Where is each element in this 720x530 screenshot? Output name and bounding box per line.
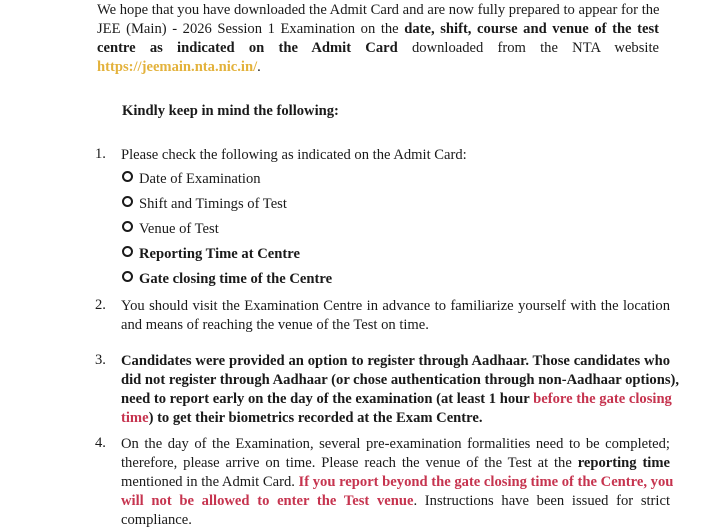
nta-website-link[interactable]: https://jeemain.nta.nic.in/ xyxy=(97,59,258,75)
circle-bullet-icon xyxy=(122,171,133,182)
item-line: and means of reaching the venue of the Test on time. xyxy=(121,317,429,333)
item-text-part: therefore, please arrive on time. Please reach the venue of the Test at the xyxy=(121,455,578,471)
intro-line-2 xyxy=(97,20,659,39)
item-line: You should visit the Examination Centre in advance to familiarize yourself with the location xyxy=(121,298,670,314)
circle-bullet-icon xyxy=(122,271,133,282)
item-line: Candidates were provided an option to register through Aadhaar. Those candidates who xyxy=(121,353,670,369)
intro-paragraph xyxy=(97,1,659,77)
intro-text: downloaded from the NTA website xyxy=(397,40,659,56)
item-text xyxy=(121,352,680,428)
checklist-item-gate-closing xyxy=(122,270,332,295)
item-line: On the day of the Examination, several pre-examination formalities need to be completed; xyxy=(121,436,670,452)
item-line: did not register through Aadhaar (or chose authentication through non-Aadhaar options), xyxy=(121,372,680,388)
item-text-part: . Instructions have been issued for strict xyxy=(413,493,670,509)
checklist-item-date xyxy=(122,170,332,195)
item-line: Please check the following as indicated on the Admit Card: xyxy=(121,147,467,163)
item-text-part: ) to get their biometrics recorded at the Exam Centre. xyxy=(148,410,483,426)
item-number: 4. xyxy=(95,435,106,451)
item-line xyxy=(121,390,670,409)
checklist-label: Venue of Test xyxy=(139,221,219,237)
punctuation: . xyxy=(257,59,261,75)
item-text-part: need to report early on the day of the examination (at least 1 hour xyxy=(121,391,534,407)
admit-card-checklist xyxy=(122,170,332,295)
item-line xyxy=(121,492,670,511)
intro-bold-text: centre as indicated on the Admit Card xyxy=(97,40,398,56)
item-line xyxy=(121,409,670,428)
item-text xyxy=(121,297,670,335)
checklist-item-shift xyxy=(122,195,332,220)
item-number: 1. xyxy=(95,146,106,162)
emphasis-red-text: will not be allowed to enter the Test venue xyxy=(121,493,414,509)
circle-bullet-icon xyxy=(122,246,133,257)
item-number: 2. xyxy=(95,297,106,313)
checklist-item-venue xyxy=(122,220,332,245)
emphasis-red-text: before the gate closing xyxy=(533,391,672,407)
intro-line-4 xyxy=(97,58,659,77)
item-text-part: mentioned in the Admit Card. xyxy=(121,474,299,490)
checklist-label: Gate closing time of the Centre xyxy=(139,271,333,287)
checklist-label: Shift and Timings of Test xyxy=(139,196,287,212)
checklist-item-reporting-time xyxy=(122,245,332,270)
intro-line-1: We hope that you have downloaded the Admit Card and are now fully prepared to appear for the xyxy=(97,2,660,18)
item-text xyxy=(121,146,670,165)
bold-text: reporting time xyxy=(577,455,671,471)
item-line: compliance. xyxy=(121,512,192,528)
checklist-label: Reporting Time at Centre xyxy=(139,246,300,262)
intro-line-3 xyxy=(97,39,659,58)
item-line xyxy=(121,473,674,492)
circle-bullet-icon xyxy=(122,221,133,232)
item-line xyxy=(121,454,670,473)
emphasis-red-text: time xyxy=(121,410,149,426)
emphasis-red-text: If you report beyond the gate closing time of the Centre, you xyxy=(298,474,674,490)
section-heading: Kindly keep in mind the following: xyxy=(122,103,339,119)
item-text xyxy=(121,435,674,530)
circle-bullet-icon xyxy=(122,196,133,207)
intro-bold-text: date, shift, course and venue of the test xyxy=(404,21,659,37)
checklist-label: Date of Examination xyxy=(139,171,261,187)
intro-text: JEE (Main) - 2026 Session 1 Examination on the xyxy=(97,21,405,37)
item-number: 3. xyxy=(95,352,106,368)
